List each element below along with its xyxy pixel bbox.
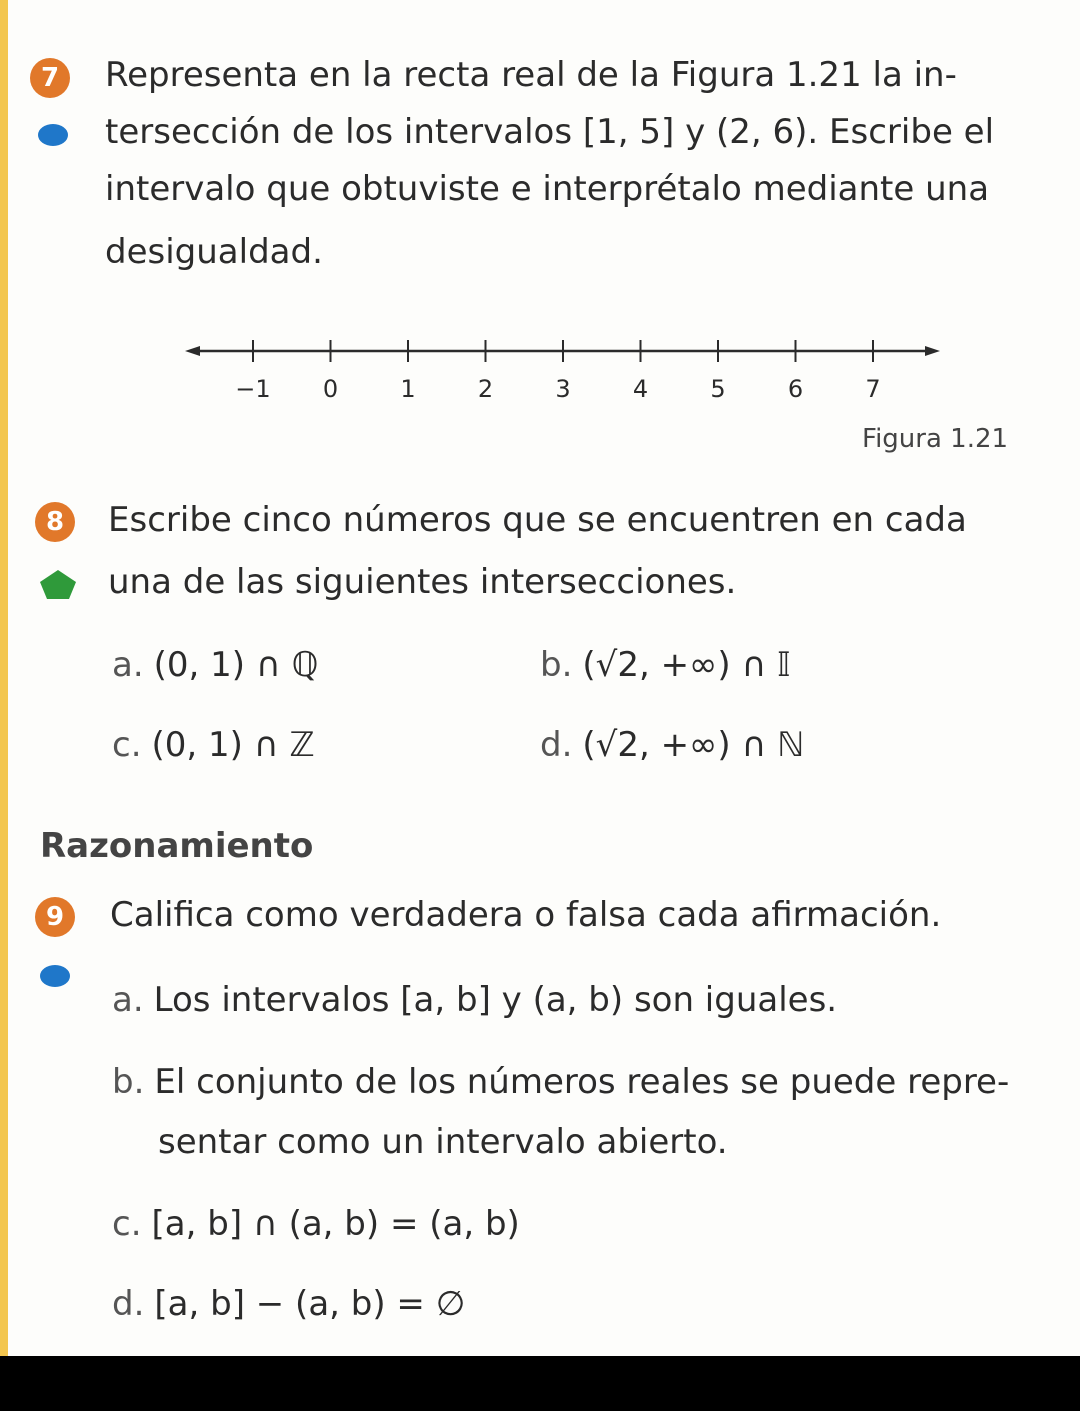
list-item <box>540 725 804 765</box>
arrow-right-icon <box>925 346 940 356</box>
item-label: b. <box>540 645 573 685</box>
exercise-number-badge: 8 <box>35 502 75 542</box>
list-item <box>112 725 315 765</box>
difficulty-blue-dot-icon <box>40 965 70 987</box>
exercise-text-line: intervalo que obtuviste e interprétalo mediante una <box>105 169 990 209</box>
list-item <box>112 1062 1009 1102</box>
math-expression: (0, 1) ∩ ℤ <box>151 725 315 765</box>
exercise-text-line: desigualdad. <box>105 232 323 272</box>
section-heading: Razonamiento <box>40 826 314 866</box>
exercise-text-line: Representa en la recta real de la Figura 1.21 la in- <box>105 55 957 95</box>
exercise-text-line: Escribe cinco números que se encuentren en cada <box>108 500 967 540</box>
list-item <box>112 1284 465 1324</box>
number-line-figure <box>180 330 960 420</box>
list-item <box>112 645 318 685</box>
math-expression: [a, b] − (a, b) = ∅ <box>154 1284 466 1324</box>
figure-caption: Figura 1.21 <box>862 424 1009 454</box>
statement-text: Los intervalos [a, b] y (a, b) son iguales. <box>153 980 838 1020</box>
tick-label: 4 <box>632 375 649 403</box>
tick-label: 2 <box>477 375 494 403</box>
difficulty-green-pentagon-icon <box>38 568 78 600</box>
statement-text: El conjunto de los números reales se puede repre- <box>154 1062 1010 1102</box>
difficulty-blue-dot-icon <box>38 124 68 146</box>
math-expression: [a, b] ∩ (a, b) = (a, b) <box>151 1204 520 1244</box>
arrow-left-icon <box>185 346 200 356</box>
exercise-number-badge: 9 <box>35 897 75 937</box>
page-margin-rule <box>0 0 8 1356</box>
exercise-title: Califica como verdadera o falsa cada afirmación. <box>110 895 942 935</box>
item-label: c. <box>112 1204 142 1244</box>
item-label: d. <box>112 1284 145 1324</box>
list-item <box>540 645 791 685</box>
math-expression: (0, 1) ∩ ℚ <box>153 645 319 685</box>
item-label: d. <box>540 725 573 765</box>
tick-label: 7 <box>865 375 881 403</box>
tick-label: 0 <box>322 375 339 403</box>
item-label: c. <box>112 725 142 765</box>
tick-label: 1 <box>400 375 416 403</box>
tick-label: 3 <box>555 375 571 403</box>
exercise-number-badge: 7 <box>30 58 70 98</box>
tick-label: 6 <box>787 375 804 403</box>
bottom-black-bar <box>0 1356 1080 1411</box>
list-item <box>112 980 837 1020</box>
math-expression: (√2, +∞) ∩ ℕ <box>582 725 805 765</box>
item-label: a. <box>112 980 144 1020</box>
tick-label: 5 <box>710 375 726 403</box>
item-label: a. <box>112 645 144 685</box>
exercise-text-line: tersección de los intervalos [1, 5] y (2, 6). Escribe el <box>105 112 995 152</box>
statement-continuation: sentar como un intervalo abierto. <box>158 1122 728 1162</box>
math-expression: (√2, +∞) ∩ 𝕀 <box>582 645 791 685</box>
list-item <box>112 1204 520 1244</box>
tick-label: −1 <box>235 375 271 403</box>
item-label: b. <box>112 1062 145 1102</box>
exercise-text-line: una de las siguientes intersecciones. <box>108 562 737 602</box>
